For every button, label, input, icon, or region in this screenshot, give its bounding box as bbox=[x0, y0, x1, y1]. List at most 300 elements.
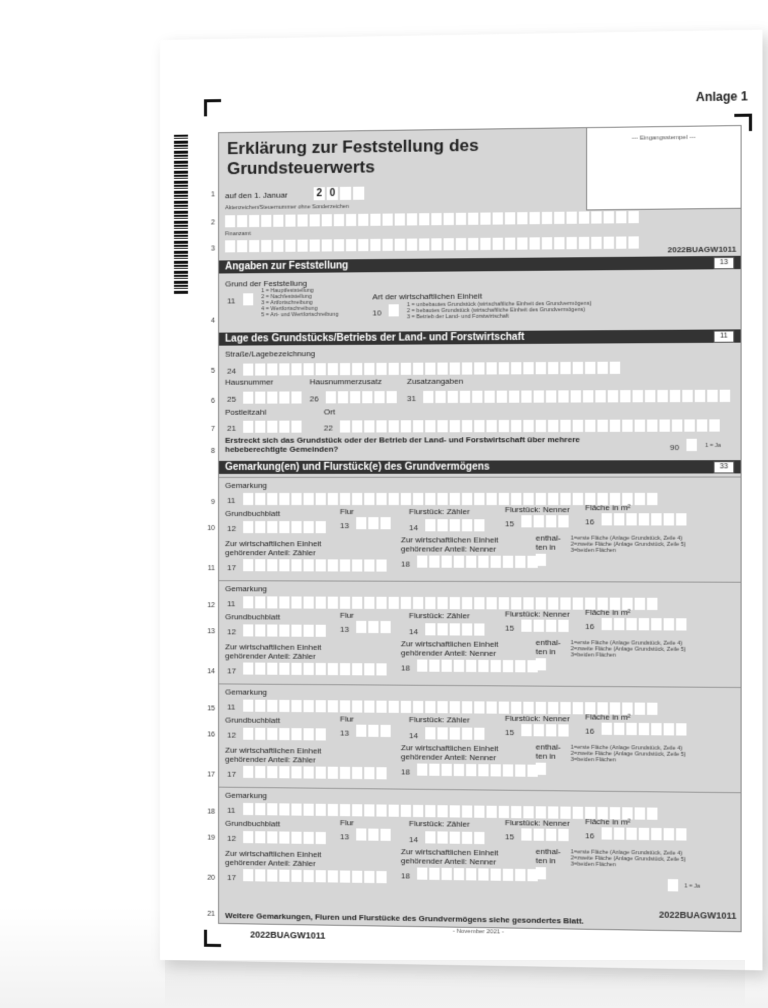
input-cell[interactable] bbox=[486, 420, 496, 432]
input-cell[interactable] bbox=[243, 596, 253, 608]
flaeche-input[interactable] bbox=[602, 723, 687, 736]
input-cell[interactable] bbox=[340, 870, 350, 882]
input-cell[interactable] bbox=[338, 391, 348, 403]
input-cell[interactable] bbox=[486, 806, 496, 818]
input-cell[interactable] bbox=[340, 420, 350, 432]
input-cell[interactable] bbox=[429, 660, 439, 672]
input-cell[interactable] bbox=[425, 805, 435, 817]
anteil-nenner-input[interactable] bbox=[417, 556, 538, 568]
input-cell[interactable] bbox=[542, 212, 552, 224]
input-cell[interactable] bbox=[356, 621, 366, 633]
anteil-zaehler-input[interactable] bbox=[243, 869, 386, 883]
input-cell[interactable] bbox=[664, 618, 674, 630]
input-cell[interactable] bbox=[437, 727, 447, 739]
input-cell[interactable] bbox=[352, 871, 362, 883]
input-cell[interactable] bbox=[340, 767, 350, 779]
input-cell[interactable] bbox=[493, 238, 503, 250]
input-cell[interactable] bbox=[548, 493, 558, 505]
input-cell[interactable] bbox=[334, 214, 344, 226]
weitere-input[interactable] bbox=[668, 879, 678, 891]
input-cell[interactable] bbox=[243, 700, 253, 712]
input-cell[interactable] bbox=[462, 362, 472, 374]
input-cell[interactable] bbox=[511, 493, 521, 505]
input-cell[interactable] bbox=[595, 390, 605, 402]
input-cell[interactable] bbox=[279, 870, 289, 882]
input-cell[interactable] bbox=[340, 804, 350, 816]
input-cell[interactable] bbox=[628, 211, 638, 223]
input-cell[interactable] bbox=[407, 239, 417, 251]
input-cell[interactable] bbox=[573, 493, 583, 505]
input-cell[interactable] bbox=[352, 663, 362, 675]
anteil-zaehler-input[interactable] bbox=[243, 663, 386, 676]
input-cell[interactable] bbox=[401, 805, 411, 817]
input-cell[interactable] bbox=[395, 239, 405, 251]
input-cell[interactable] bbox=[462, 519, 472, 531]
input-cell[interactable] bbox=[499, 806, 509, 818]
input-cell[interactable] bbox=[591, 211, 601, 223]
zusatzangaben-input[interactable] bbox=[423, 390, 730, 403]
input-cell[interactable] bbox=[444, 213, 454, 225]
input-cell[interactable] bbox=[460, 391, 470, 403]
input-cell[interactable] bbox=[273, 215, 283, 227]
input-cell[interactable] bbox=[560, 807, 570, 819]
input-cell[interactable] bbox=[334, 239, 344, 251]
input-cell[interactable] bbox=[450, 420, 460, 432]
input-cell[interactable] bbox=[304, 870, 314, 882]
input-cell[interactable] bbox=[346, 214, 356, 226]
input-cell[interactable] bbox=[364, 767, 374, 779]
input-cell[interactable] bbox=[523, 493, 533, 505]
input-cell[interactable] bbox=[454, 660, 464, 672]
input-cell[interactable] bbox=[571, 390, 581, 402]
input-cell[interactable] bbox=[304, 493, 314, 505]
input-cell[interactable] bbox=[255, 363, 265, 375]
input-cell[interactable] bbox=[491, 764, 501, 776]
input-cell[interactable] bbox=[243, 663, 253, 675]
input-cell[interactable] bbox=[255, 596, 265, 608]
input-cell[interactable] bbox=[243, 869, 253, 881]
input-cell[interactable] bbox=[542, 237, 552, 249]
input-cell[interactable] bbox=[647, 703, 657, 715]
input-cell[interactable] bbox=[243, 624, 253, 636]
input-cell[interactable] bbox=[425, 363, 435, 375]
input-cell[interactable] bbox=[261, 215, 271, 227]
input-cell[interactable] bbox=[462, 728, 472, 740]
input-cell[interactable] bbox=[466, 556, 476, 568]
input-cell[interactable] bbox=[664, 828, 674, 840]
input-cell[interactable] bbox=[499, 420, 509, 432]
grundbuch-input[interactable] bbox=[243, 624, 326, 636]
input-cell[interactable] bbox=[279, 831, 289, 843]
input-cell[interactable] bbox=[442, 868, 452, 880]
input-cell[interactable] bbox=[695, 390, 705, 402]
input-cell[interactable] bbox=[273, 240, 283, 252]
input-cell[interactable] bbox=[676, 513, 686, 525]
input-cell[interactable] bbox=[523, 362, 533, 374]
input-cell[interactable] bbox=[376, 701, 386, 713]
input-cell[interactable] bbox=[387, 391, 397, 403]
input-cell[interactable] bbox=[316, 625, 326, 637]
input-cell[interactable] bbox=[558, 390, 568, 402]
input-cell[interactable] bbox=[340, 363, 350, 375]
input-cell[interactable] bbox=[536, 597, 546, 609]
input-cell[interactable] bbox=[279, 700, 289, 712]
ort-input[interactable] bbox=[340, 419, 720, 432]
input-cell[interactable] bbox=[558, 620, 568, 632]
input-cell[interactable] bbox=[279, 493, 289, 505]
input-cell[interactable] bbox=[255, 421, 265, 433]
input-cell[interactable] bbox=[486, 362, 496, 374]
input-cell[interactable] bbox=[610, 362, 620, 374]
input-cell[interactable] bbox=[626, 828, 636, 840]
input-cell[interactable] bbox=[356, 828, 366, 840]
input-cell[interactable] bbox=[474, 519, 484, 531]
input-cell[interactable] bbox=[316, 663, 326, 675]
input-cell[interactable] bbox=[425, 831, 435, 843]
input-cell[interactable] bbox=[635, 420, 645, 432]
input-cell[interactable] bbox=[558, 724, 568, 736]
input-cell[interactable] bbox=[401, 420, 411, 432]
input-cell[interactable] bbox=[597, 362, 607, 374]
input-cell[interactable] bbox=[364, 663, 374, 675]
input-cell[interactable] bbox=[279, 766, 289, 778]
input-cell[interactable] bbox=[536, 493, 546, 505]
input-cell[interactable] bbox=[304, 521, 314, 533]
grundbuch-input[interactable] bbox=[243, 728, 326, 741]
input-cell[interactable] bbox=[523, 420, 533, 432]
nenner-input[interactable] bbox=[521, 724, 568, 737]
input-cell[interactable] bbox=[356, 725, 366, 737]
input-cell[interactable] bbox=[364, 363, 374, 375]
input-cell[interactable] bbox=[291, 596, 301, 608]
input-cell[interactable] bbox=[527, 869, 537, 881]
input-cell[interactable] bbox=[279, 663, 289, 675]
input-cell[interactable] bbox=[243, 766, 253, 778]
input-cell[interactable] bbox=[310, 214, 320, 226]
input-cell[interactable] bbox=[368, 725, 378, 737]
input-cell[interactable] bbox=[546, 724, 556, 736]
grund-input[interactable] bbox=[243, 293, 253, 305]
input-cell[interactable] bbox=[602, 723, 612, 735]
input-cell[interactable] bbox=[497, 391, 507, 403]
input-cell[interactable] bbox=[279, 363, 289, 375]
input-cell[interactable] bbox=[316, 363, 326, 375]
input-cell[interactable] bbox=[243, 559, 253, 571]
input-cell[interactable] bbox=[291, 728, 301, 740]
input-cell[interactable] bbox=[635, 598, 645, 610]
input-cell[interactable] bbox=[521, 390, 531, 402]
input-cell[interactable] bbox=[407, 213, 417, 225]
input-cell[interactable] bbox=[243, 364, 253, 376]
input-cell[interactable] bbox=[478, 556, 488, 568]
input-cell[interactable] bbox=[647, 493, 657, 505]
input-cell[interactable] bbox=[431, 213, 441, 225]
input-cell[interactable] bbox=[383, 214, 393, 226]
input-cell[interactable] bbox=[352, 363, 362, 375]
aktenzeichen-input[interactable] bbox=[225, 211, 639, 227]
input-cell[interactable] bbox=[628, 236, 638, 248]
input-cell[interactable] bbox=[267, 728, 277, 740]
input-cell[interactable] bbox=[480, 212, 490, 224]
input-cell[interactable] bbox=[267, 363, 277, 375]
input-cell[interactable] bbox=[645, 390, 655, 402]
input-cell[interactable] bbox=[381, 725, 391, 737]
input-cell[interactable] bbox=[362, 391, 372, 403]
input-cell[interactable] bbox=[523, 702, 533, 714]
input-cell[interactable] bbox=[413, 493, 423, 505]
input-cell[interactable] bbox=[573, 807, 583, 819]
input-cell[interactable] bbox=[352, 767, 362, 779]
input-cell[interactable] bbox=[620, 390, 630, 402]
input-cell[interactable] bbox=[279, 421, 289, 433]
plz-input[interactable] bbox=[243, 421, 301, 433]
input-cell[interactable] bbox=[614, 513, 624, 525]
input-cell[interactable] bbox=[454, 556, 464, 568]
input-cell[interactable] bbox=[686, 439, 696, 451]
input-cell[interactable] bbox=[450, 727, 460, 739]
input-cell[interactable] bbox=[480, 238, 490, 250]
input-cell[interactable] bbox=[651, 723, 661, 735]
input-cell[interactable] bbox=[530, 212, 540, 224]
input-cell[interactable] bbox=[389, 420, 399, 432]
input-cell[interactable] bbox=[437, 597, 447, 609]
input-cell[interactable] bbox=[255, 521, 265, 533]
input-cell[interactable] bbox=[499, 362, 509, 374]
input-cell[interactable] bbox=[478, 660, 488, 672]
input-cell[interactable] bbox=[267, 596, 277, 608]
input-cell[interactable] bbox=[616, 236, 626, 248]
input-cell[interactable] bbox=[376, 871, 386, 883]
input-cell[interactable] bbox=[697, 419, 707, 431]
input-cell[interactable] bbox=[484, 391, 494, 403]
strasse-input[interactable] bbox=[243, 362, 620, 376]
input-cell[interactable] bbox=[298, 214, 308, 226]
input-cell[interactable] bbox=[610, 420, 620, 432]
input-cell[interactable] bbox=[267, 700, 277, 712]
input-cell[interactable] bbox=[368, 517, 378, 529]
input-cell[interactable] bbox=[356, 517, 366, 529]
input-cell[interactable] bbox=[560, 362, 570, 374]
input-cell[interactable] bbox=[468, 213, 478, 225]
input-cell[interactable] bbox=[536, 702, 546, 714]
input-cell[interactable] bbox=[340, 663, 350, 675]
input-cell[interactable] bbox=[267, 392, 277, 404]
input-cell[interactable] bbox=[560, 420, 570, 432]
input-cell[interactable] bbox=[622, 420, 632, 432]
input-cell[interactable] bbox=[474, 806, 484, 818]
flur-input[interactable] bbox=[356, 725, 390, 737]
input-cell[interactable] bbox=[503, 869, 513, 881]
input-cell[interactable] bbox=[279, 521, 289, 533]
input-cell[interactable] bbox=[448, 391, 458, 403]
input-cell[interactable] bbox=[720, 390, 730, 402]
input-cell[interactable] bbox=[389, 805, 399, 817]
input-cell[interactable] bbox=[462, 805, 472, 817]
input-cell[interactable] bbox=[340, 493, 350, 505]
input-cell[interactable] bbox=[255, 559, 265, 571]
input-cell[interactable] bbox=[558, 515, 568, 527]
input-cell[interactable] bbox=[267, 831, 277, 843]
input-cell[interactable] bbox=[401, 597, 411, 609]
anteil-nenner-input[interactable] bbox=[417, 764, 538, 777]
input-cell[interactable] bbox=[340, 597, 350, 609]
input-cell[interactable] bbox=[505, 212, 515, 224]
input-cell[interactable] bbox=[511, 597, 521, 609]
zaehler-input[interactable] bbox=[425, 831, 484, 844]
input-cell[interactable] bbox=[450, 832, 460, 844]
input-cell[interactable] bbox=[364, 701, 374, 713]
input-cell[interactable] bbox=[503, 764, 513, 776]
input-cell[interactable] bbox=[548, 420, 558, 432]
input-cell[interactable] bbox=[651, 828, 661, 840]
input-cell[interactable] bbox=[417, 660, 427, 672]
input-cell[interactable] bbox=[664, 723, 674, 735]
input-cell[interactable] bbox=[316, 597, 326, 609]
input-cell[interactable] bbox=[511, 420, 521, 432]
input-cell[interactable] bbox=[548, 702, 558, 714]
input-cell[interactable] bbox=[454, 764, 464, 776]
input-cell[interactable] bbox=[515, 869, 525, 881]
input-cell[interactable] bbox=[352, 559, 362, 571]
input-cell[interactable] bbox=[444, 238, 454, 250]
input-cell[interactable] bbox=[304, 766, 314, 778]
input-cell[interactable] bbox=[651, 618, 661, 630]
grundbuch-input[interactable] bbox=[243, 521, 326, 533]
input-cell[interactable] bbox=[381, 829, 391, 841]
input-cell[interactable] bbox=[304, 363, 314, 375]
input-cell[interactable] bbox=[442, 660, 452, 672]
input-cell[interactable] bbox=[255, 869, 265, 881]
input-cell[interactable] bbox=[358, 239, 368, 251]
input-cell[interactable] bbox=[352, 597, 362, 609]
nenner-input[interactable] bbox=[521, 515, 568, 527]
input-cell[interactable] bbox=[548, 597, 558, 609]
input-cell[interactable] bbox=[437, 493, 447, 505]
input-cell[interactable] bbox=[255, 493, 265, 505]
input-cell[interactable] bbox=[668, 879, 678, 891]
input-cell[interactable] bbox=[279, 596, 289, 608]
flaeche-input[interactable] bbox=[602, 513, 687, 525]
input-cell[interactable] bbox=[509, 391, 519, 403]
input-cell[interactable] bbox=[249, 215, 259, 227]
input-cell[interactable] bbox=[462, 420, 472, 432]
input-cell[interactable] bbox=[267, 766, 277, 778]
input-cell[interactable] bbox=[328, 363, 338, 375]
input-cell[interactable] bbox=[304, 663, 314, 675]
input-cell[interactable] bbox=[579, 237, 589, 249]
input-cell[interactable] bbox=[267, 663, 277, 675]
input-cell[interactable] bbox=[515, 660, 525, 672]
input-cell[interactable] bbox=[225, 215, 235, 227]
anteil-zaehler-input[interactable] bbox=[243, 559, 386, 571]
input-cell[interactable] bbox=[425, 597, 435, 609]
input-cell[interactable] bbox=[267, 521, 277, 533]
input-cell[interactable] bbox=[466, 764, 476, 776]
input-cell[interactable] bbox=[255, 831, 265, 843]
input-cell[interactable] bbox=[255, 663, 265, 675]
input-cell[interactable] bbox=[381, 517, 391, 529]
anteil-zaehler-input[interactable] bbox=[243, 766, 386, 780]
input-cell[interactable] bbox=[413, 420, 423, 432]
input-cell[interactable] bbox=[491, 869, 501, 881]
input-cell[interactable] bbox=[291, 663, 301, 675]
input-cell[interactable] bbox=[647, 420, 657, 432]
input-cell[interactable] bbox=[676, 618, 686, 630]
input-cell[interactable] bbox=[364, 559, 374, 571]
flur-input[interactable] bbox=[356, 517, 390, 529]
input-cell[interactable] bbox=[417, 556, 427, 568]
input-cell[interactable] bbox=[534, 829, 544, 841]
input-cell[interactable] bbox=[328, 767, 338, 779]
nenner-input[interactable] bbox=[521, 620, 568, 632]
input-cell[interactable] bbox=[450, 519, 460, 531]
input-cell[interactable] bbox=[573, 597, 583, 609]
input-cell[interactable] bbox=[255, 728, 265, 740]
input-cell[interactable] bbox=[304, 728, 314, 740]
zaehler-input[interactable] bbox=[425, 519, 484, 531]
input-cell[interactable] bbox=[573, 702, 583, 714]
input-cell[interactable] bbox=[316, 493, 326, 505]
input-cell[interactable] bbox=[591, 237, 601, 249]
input-cell[interactable] bbox=[534, 515, 544, 527]
input-cell[interactable] bbox=[425, 701, 435, 713]
input-cell[interactable] bbox=[304, 804, 314, 816]
input-cell[interactable] bbox=[614, 827, 624, 839]
input-cell[interactable] bbox=[376, 767, 386, 779]
input-cell[interactable] bbox=[450, 597, 460, 609]
input-cell[interactable] bbox=[709, 419, 719, 431]
input-cell[interactable] bbox=[602, 827, 612, 839]
input-cell[interactable] bbox=[684, 419, 694, 431]
input-cell[interactable] bbox=[474, 728, 484, 740]
input-cell[interactable] bbox=[515, 764, 525, 776]
input-cell[interactable] bbox=[664, 513, 674, 525]
flaeche-input[interactable] bbox=[602, 827, 687, 840]
input-cell[interactable] bbox=[429, 764, 439, 776]
input-cell[interactable] bbox=[389, 304, 399, 316]
input-cell[interactable] bbox=[527, 556, 537, 568]
input-cell[interactable] bbox=[604, 211, 614, 223]
input-cell[interactable] bbox=[291, 766, 301, 778]
input-cell[interactable] bbox=[352, 420, 362, 432]
input-cell[interactable] bbox=[546, 620, 556, 632]
input-cell[interactable] bbox=[486, 493, 496, 505]
zaehler-input[interactable] bbox=[425, 727, 484, 740]
input-cell[interactable] bbox=[291, 559, 301, 571]
input-cell[interactable] bbox=[255, 392, 265, 404]
input-cell[interactable] bbox=[291, 803, 301, 815]
input-cell[interactable] bbox=[442, 556, 452, 568]
input-cell[interactable] bbox=[626, 618, 636, 630]
input-cell[interactable] bbox=[450, 701, 460, 713]
input-cell[interactable] bbox=[639, 828, 649, 840]
input-cell[interactable] bbox=[316, 521, 326, 533]
input-cell[interactable] bbox=[534, 724, 544, 736]
input-cell[interactable] bbox=[478, 868, 488, 880]
input-cell[interactable] bbox=[364, 871, 374, 883]
input-cell[interactable] bbox=[255, 624, 265, 636]
input-cell[interactable] bbox=[368, 829, 378, 841]
input-cell[interactable] bbox=[536, 806, 546, 818]
input-cell[interactable] bbox=[546, 515, 556, 527]
input-cell[interactable] bbox=[419, 213, 429, 225]
input-cell[interactable] bbox=[243, 421, 253, 433]
input-cell[interactable] bbox=[389, 597, 399, 609]
input-cell[interactable] bbox=[237, 240, 247, 252]
input-cell[interactable] bbox=[462, 832, 472, 844]
grundbuch-input[interactable] bbox=[243, 831, 326, 844]
input-cell[interactable] bbox=[413, 701, 423, 713]
